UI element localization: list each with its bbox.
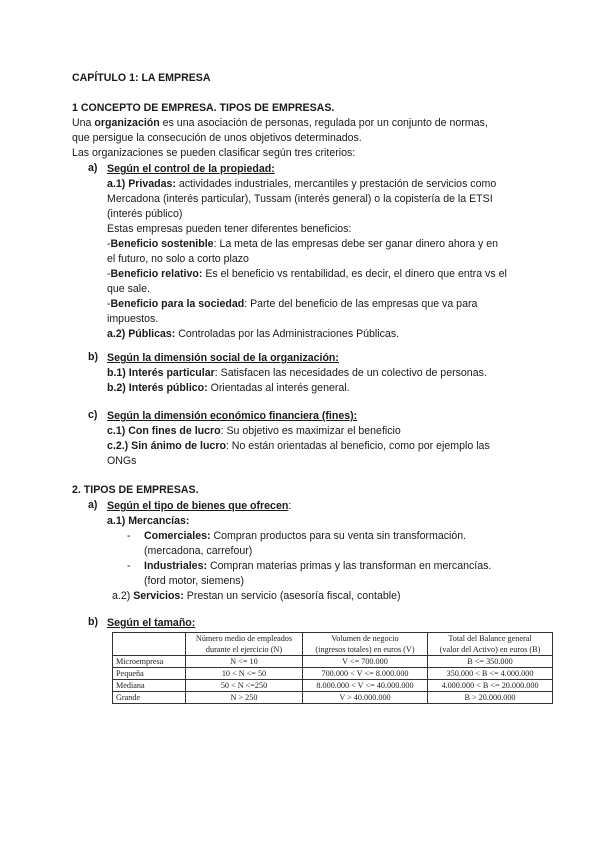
benefit-relativo-text: Es el beneficio vs rentabilidad, es decir, el dinero que entra vs el — [202, 268, 507, 280]
definition-post: es una asociación de personas, regulada por un conjunto de normas, — [159, 117, 488, 129]
benefit-sostenible-line-1 — [107, 237, 498, 251]
b1-text: : Satisfacen las necesidades de un colectivo de personas. — [214, 367, 487, 379]
benefit-dash: - — [107, 268, 111, 280]
table-cell: 700.000 < V <= 8.000.000 — [303, 668, 428, 680]
comerciales-line-2: (mercadona, carrefour) — [144, 545, 253, 557]
table-header-employees: Número medio de empleados durante el ejercicio (N) — [186, 633, 303, 656]
servicios-line — [112, 589, 401, 603]
list-marker-2a: a) — [88, 499, 98, 511]
a1-text: actividades industriales, mercantiles y prestación de servicios como — [175, 178, 497, 190]
benefits-intro: Estas empresas pueden tener diferentes beneficios: — [107, 223, 352, 235]
size-table-header-row — [113, 633, 553, 656]
c2-line-2: ONGs — [107, 455, 137, 467]
benefit-sociedad-text: : Parte del beneficio de las empresas que va para — [244, 298, 478, 310]
benefit-sostenible-line-2: el futuro, no solo a corto plazo — [107, 253, 249, 265]
definition-line-1 — [72, 116, 488, 130]
table-cell: B <= 350.000 — [428, 656, 553, 668]
a1-line-3: (interés público) — [107, 208, 183, 220]
chapter-title: CAPÍTULO 1: LA EMPRESA — [72, 72, 211, 84]
table-row — [113, 680, 553, 692]
table-cell: Microempresa — [113, 656, 186, 668]
industriales-line-1 — [144, 559, 491, 573]
table-row — [113, 656, 553, 668]
table-header-cell — [113, 633, 186, 656]
a2-text: Controladas por las Administraciones Públicas. — [175, 328, 400, 340]
criteria-intro: Las organizaciones se pueden clasificar según tres criterios: — [72, 147, 356, 159]
benefit-sociedad-line-1 — [107, 297, 477, 311]
criterion-b-title: Según la dimensión social de la organización: — [107, 352, 339, 364]
definition-line-2: que persigue la consecución de unos objetivos determinados. — [72, 132, 362, 144]
list-marker-2b: b) — [88, 616, 98, 628]
table-cell: Mediana — [113, 680, 186, 692]
a2-label: a.2) Públicas: — [107, 328, 176, 340]
table-row — [113, 668, 553, 680]
c1-text: : Su objetivo es maximizar el beneficio — [220, 425, 401, 437]
definition-pre: Una — [72, 117, 95, 129]
benefit-sociedad-label: Beneficio para la sociedad — [110, 298, 245, 310]
c1-label: c.1) Con fines de lucro — [107, 425, 221, 437]
table-cell: V <= 700.000 — [303, 656, 428, 668]
c2-line-1 — [107, 439, 490, 453]
size-table — [112, 632, 553, 704]
list-marker-b: b) — [88, 351, 98, 363]
table-cell: 350.000 < B <= 4.000.000 — [428, 668, 553, 680]
section-1-heading: 1 CONCEPTO DE EMPRESA. TIPOS DE EMPRESAS. — [72, 102, 335, 114]
table-cell: Grande — [113, 692, 186, 704]
bullet-dash: - — [127, 530, 131, 542]
benefit-relativo-label: Beneficio relativo: — [110, 268, 203, 280]
benefit-sostenible-label: Beneficio sostenible — [110, 238, 214, 250]
type-a-title: Según el tipo de bienes que ofrecen — [107, 500, 289, 512]
comerciales-label: Comerciales: — [144, 530, 211, 542]
benefit-sociedad-line-2: impuestos. — [107, 313, 159, 325]
servicios-prefix: a.2) — [112, 590, 134, 602]
b1-line — [107, 366, 487, 380]
table-cell: 10 < N <= 50 — [186, 668, 303, 680]
table-cell: 8.000.000 < V <= 40.000.000 — [303, 680, 428, 692]
c1-line — [107, 424, 401, 438]
section-2-heading: 2. TIPOS DE EMPRESAS. — [72, 484, 199, 496]
benefit-dash: - — [107, 238, 111, 250]
definition-term: organización — [94, 117, 160, 129]
list-marker-a: a) — [88, 162, 98, 174]
table-cell: B > 20.000.000 — [428, 692, 553, 704]
mercancias-label: a.1) Mercancías: — [107, 515, 190, 527]
benefit-relativo-line-1 — [107, 267, 507, 281]
benefit-relativo-line-2: que sale. — [107, 283, 150, 295]
industriales-text: Compran materias primas y las transforman en mercancías. — [207, 560, 492, 572]
criterion-c-title: Según la dimensión económico financiera (fines): — [107, 410, 358, 422]
table-cell: V > 40.000.000 — [303, 692, 428, 704]
b2-label: b.2) Interés público: — [107, 382, 208, 394]
servicios-text: Prestan un servicio (asesoría fiscal, contable) — [183, 590, 401, 602]
industriales-line-2: (ford motor, siemens) — [144, 575, 245, 587]
b2-text: Orientadas al interés general. — [207, 382, 350, 394]
type-b-title: Según el tamaño: — [107, 617, 196, 629]
table-cell: 4.000.000 < B <= 20.000.000 — [428, 680, 553, 692]
benefit-dash: - — [107, 298, 111, 310]
industriales-label: Industriales: — [144, 560, 207, 572]
table-cell: N <= 10 — [186, 656, 303, 668]
criterion-a-title: Según el control de la propiedad: — [107, 163, 275, 175]
c2-text: : No están orientadas al beneficio, como por ejemplo las — [225, 440, 490, 452]
table-header-revenue: Volumen de negocio (ingresos totales) en euros (V) — [303, 633, 428, 656]
table-cell: N > 250 — [186, 692, 303, 704]
b2-line — [107, 381, 350, 395]
c2-label: c.2.) Sin ánimo de lucro — [107, 440, 226, 452]
table-cell: 50 < N <=250 — [186, 680, 303, 692]
list-marker-c: c) — [88, 409, 98, 421]
benefit-sostenible-text: : La meta de las empresas debe ser ganar dinero ahora y en — [213, 238, 499, 250]
b1-label: b.1) Interés particular — [107, 367, 215, 379]
a2-line — [107, 327, 399, 341]
comerciales-line-1 — [144, 529, 466, 543]
table-cell: Pequeña — [113, 668, 186, 680]
table-header-balance: Total del Balance general (valor del Activo) en euros (B) — [428, 633, 553, 656]
comerciales-text: Compran productos para su venta sin transformación. — [210, 530, 467, 542]
table-row — [113, 692, 553, 704]
bullet-dash: - — [127, 560, 131, 572]
servicios-label: Servicios: — [133, 590, 184, 602]
a1-label: a.1) Privadas: — [107, 178, 176, 190]
type-a-title-colon: : — [288, 500, 292, 512]
a1-line-1 — [107, 177, 496, 191]
a1-line-2: Mercadona (interés particular), Tussam (interés general) o la copistería de la ETSI — [107, 193, 493, 205]
type-a-title-line — [107, 499, 291, 513]
